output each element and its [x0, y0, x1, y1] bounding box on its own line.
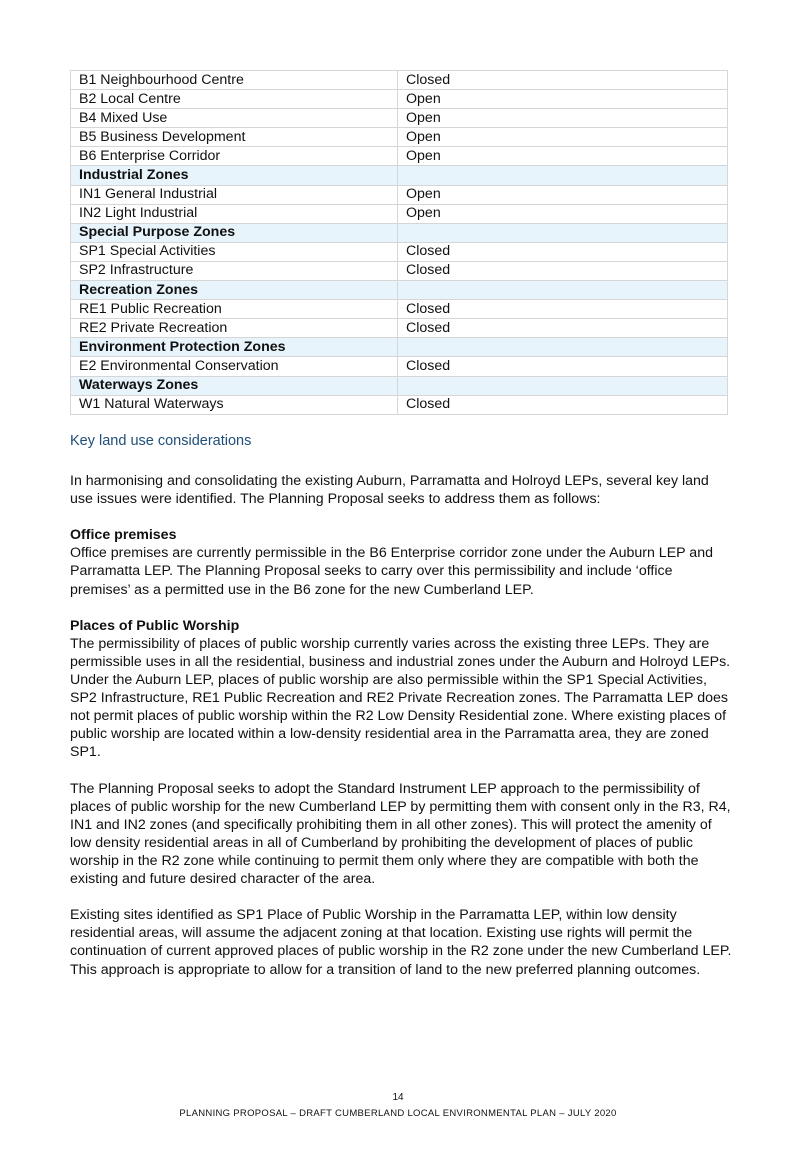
zone-status-cell: Closed — [398, 300, 728, 319]
zone-name-cell: B2 Local Centre — [71, 90, 398, 109]
section-heading: Key land use considerations — [70, 433, 252, 449]
table-row — [71, 147, 728, 166]
table-group-header-row — [71, 166, 728, 185]
zone-name-cell: IN1 General Industrial — [71, 185, 398, 204]
table-group-header-row — [71, 338, 728, 357]
zone-status-cell: Open — [398, 90, 728, 109]
table-group-header-row — [71, 376, 728, 395]
zone-name-cell: Special Purpose Zones — [71, 223, 398, 242]
zone-name-cell: E2 Environmental Conservation — [71, 357, 398, 376]
table-row — [71, 71, 728, 90]
zone-status-cell: Closed — [398, 261, 728, 280]
page-footer: PLANNING PROPOSAL – DRAFT CUMBERLAND LOCAL ENVIRONMENTAL PLAN – JULY 2020 — [179, 1108, 617, 1119]
zone-name-cell: RE2 Private Recreation — [71, 319, 398, 338]
table-row — [71, 109, 728, 128]
zone-status-cell — [398, 338, 728, 357]
table-row — [71, 128, 728, 147]
zone-status-cell: Closed — [398, 357, 728, 376]
office-premises-paragraph: Office premises are currently permissible in the B6 Enterprise corridor zone under the Auburn LEP and Parramatta LEP. The Planning Proposal seeks to carry over this permissibility and include ‘office premises’ as a permitted use in the B6 zone for the new Cumberland LEP. — [70, 545, 713, 598]
zone-name-cell: W1 Natural Waterways — [71, 395, 398, 414]
zone-name-cell: B1 Neighbourhood Centre — [71, 71, 398, 90]
zone-status-cell: Open — [398, 147, 728, 166]
zone-status-cell — [398, 281, 728, 300]
zone-status-cell — [398, 166, 728, 185]
zone-name-cell: B4 Mixed Use — [71, 109, 398, 128]
zone-status-cell: Closed — [398, 242, 728, 261]
zone-status-cell: Open — [398, 185, 728, 204]
zone-status-cell: Open — [398, 204, 728, 223]
zone-status-cell — [398, 223, 728, 242]
table-row — [71, 204, 728, 223]
zone-name-cell: SP2 Infrastructure — [71, 261, 398, 280]
zone-name-cell: Environment Protection Zones — [71, 338, 398, 357]
zone-name-cell: RE1 Public Recreation — [71, 300, 398, 319]
public-worship-paragraph-3: Existing sites identified as SP1 Place of Public Worship in the Parramatta LEP, within low density residential areas, will assume the adjacent zoning at that location. Existing use rights will permit the continuation of current approved places of public worship in the R2 zone under the new Cumberland LEP. This approach is appropriate to allow for a transition of land to the new preferred planning outcomes. — [70, 907, 732, 978]
table-row — [71, 300, 728, 319]
public-worship-paragraph-1: The permissibility of places of public worship currently varies across the existing three LEPs. They are permissible uses in all the residential, business and industrial zones under the Auburn and Holroyd LEPs. Under the Auburn LEP, places of public worship are also permissible within the SP1 Special Activities, SP2 Infrastructure, RE1 Public Recreation and RE2 Private Recreation zones. The Parramatta LEP does not permit places of public worship within the R2 Low Density Residential zone. Where existing places of public worship are located within a low-density residential area in the Parramatta area, they are zoned SP1. — [70, 635, 731, 761]
zone-name-cell: Industrial Zones — [71, 166, 398, 185]
zone-name-cell: Recreation Zones — [71, 281, 398, 300]
page-number: 14 — [392, 1092, 404, 1103]
table-group-header-row — [71, 281, 728, 300]
table-group-header-row — [71, 223, 728, 242]
zone-name-cell: Waterways Zones — [71, 376, 398, 395]
table-row — [71, 90, 728, 109]
zoning-table-body — [71, 71, 728, 415]
zone-status-cell: Closed — [398, 71, 728, 90]
table-row — [71, 319, 728, 338]
table-row — [71, 242, 728, 261]
zone-status-cell: Open — [398, 109, 728, 128]
zone-name-cell: B6 Enterprise Corridor — [71, 147, 398, 166]
table-row — [71, 261, 728, 280]
zone-name-cell: IN2 Light Industrial — [71, 204, 398, 223]
office-premises-heading: Office premises — [70, 527, 177, 544]
zone-name-cell: SP1 Special Activities — [71, 242, 398, 261]
public-worship-heading: Places of Public Worship — [70, 617, 240, 634]
table-row — [71, 395, 728, 414]
zone-name-cell: B5 Business Development — [71, 128, 398, 147]
zone-status-cell — [398, 376, 728, 395]
zone-status-cell: Closed — [398, 395, 728, 414]
zoning-table — [70, 70, 728, 415]
table-row — [71, 357, 728, 376]
zone-status-cell: Closed — [398, 319, 728, 338]
intro-paragraph: In harmonising and consolidating the existing Auburn, Parramatta and Holroyd LEPs, several key land use issues were identified. The Planning Proposal seeks to address them as follows: — [70, 473, 709, 508]
body-text — [70, 472, 735, 997]
zone-status-cell: Open — [398, 128, 728, 147]
table-row — [71, 185, 728, 204]
public-worship-paragraph-2: The Planning Proposal seeks to adopt the Standard Instrument LEP approach to the permissibility of places of public worship for the new Cumberland LEP by permitting them with consent only in the R3, R4, IN1 and IN2 zones (and specifically prohibiting them in all other zones). This will protect the amenity of low density residential areas in all of Cumberland by prohibiting the development of places of public worship in the R2 zone while continuing to permit them only where they are compatible with both the existing and future desired character of the area. — [70, 780, 731, 888]
